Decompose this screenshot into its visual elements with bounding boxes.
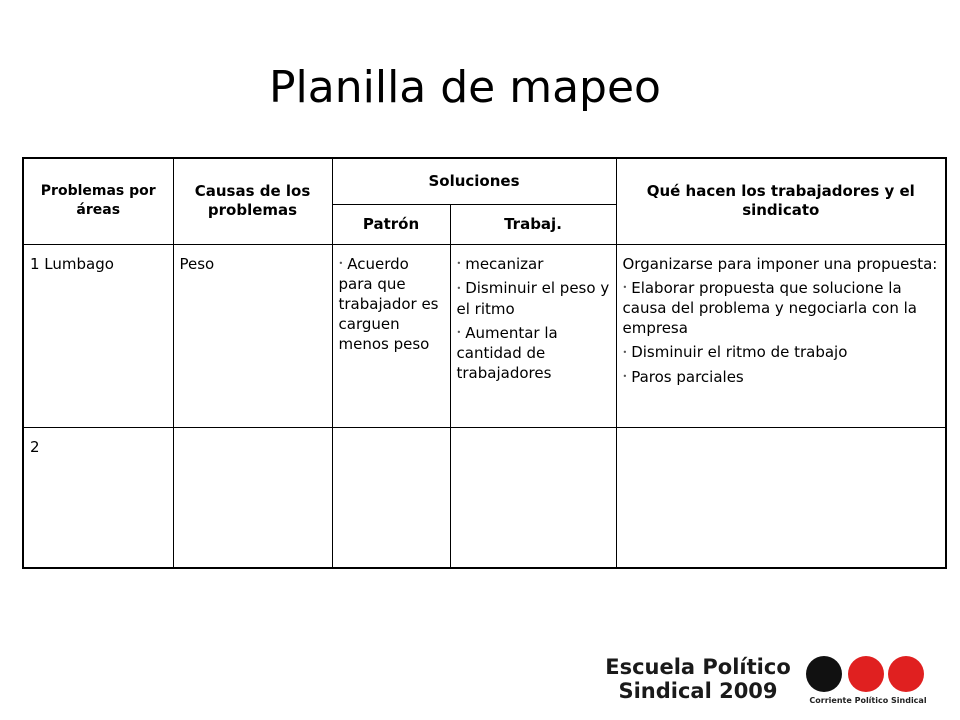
cell-problema: 1 Lumbago bbox=[23, 244, 173, 427]
cell-que-hacen bbox=[616, 244, 946, 427]
header-causas: Causas de los problemas bbox=[173, 158, 332, 244]
header-patron: Patrón bbox=[332, 204, 450, 244]
cell-causa bbox=[173, 427, 332, 568]
logo-line-2: Sindical 2009 bbox=[618, 679, 778, 703]
bullet-icon: • bbox=[456, 283, 462, 293]
red-circle-icon bbox=[848, 656, 884, 692]
bullet-icon: • bbox=[338, 259, 344, 268]
logo-text bbox=[598, 655, 798, 703]
trabaj-item: • Disminuir el peso y el ritmo bbox=[456, 279, 610, 318]
cell-patron bbox=[332, 427, 450, 568]
que-hacen-item: • Disminuir el ritmo de trabajo bbox=[622, 343, 848, 361]
red-circle-icon bbox=[888, 656, 924, 692]
bullet-icon: • bbox=[622, 347, 628, 357]
patron-item: • Acuerdo para que trabajador es carguen menos peso bbox=[338, 254, 439, 353]
cell-que-hacen bbox=[616, 427, 946, 568]
que-hacen-item: • Paros parciales bbox=[622, 367, 744, 386]
bullet-icon: • bbox=[622, 283, 628, 292]
header-soluciones: Soluciones bbox=[332, 158, 616, 204]
que-hacen-intro: Organizarse para imponer una propuesta: bbox=[622, 254, 938, 273]
bullet-icon: • bbox=[456, 259, 462, 268]
trabaj-item: • mecanizar bbox=[456, 254, 544, 273]
cell-problema: 2 bbox=[23, 427, 173, 568]
cell-causa: Peso bbox=[173, 244, 332, 427]
table-row bbox=[23, 427, 946, 568]
que-hacen-item: • Elaborar propuesta que solucione la causa del problema y negociarla con la empresa bbox=[622, 278, 917, 337]
bullet-icon: • bbox=[622, 372, 628, 381]
slide-title: Planilla de mapeo bbox=[269, 62, 661, 113]
trabaj-item: • Aumentar la cantidad de trabajadores bbox=[456, 323, 558, 382]
header-que-hacen: Qué hacen los trabajadores y el sindicato bbox=[616, 158, 946, 244]
logo-subtitle: Corriente Político Sindical bbox=[809, 696, 927, 705]
black-circle-icon bbox=[806, 656, 842, 692]
bullet-icon: • bbox=[456, 328, 462, 337]
header-trabaj: Trabaj. bbox=[450, 204, 616, 244]
logo-line-1: Escuela Político bbox=[605, 655, 791, 679]
header-problemas: Problemas por áreas bbox=[23, 158, 173, 244]
cell-trabaj bbox=[450, 427, 616, 568]
cell-trabaj bbox=[450, 244, 616, 427]
escuela-logo bbox=[598, 655, 943, 715]
cell-patron bbox=[332, 244, 450, 427]
mapping-table bbox=[22, 157, 947, 569]
table-row bbox=[23, 244, 946, 427]
